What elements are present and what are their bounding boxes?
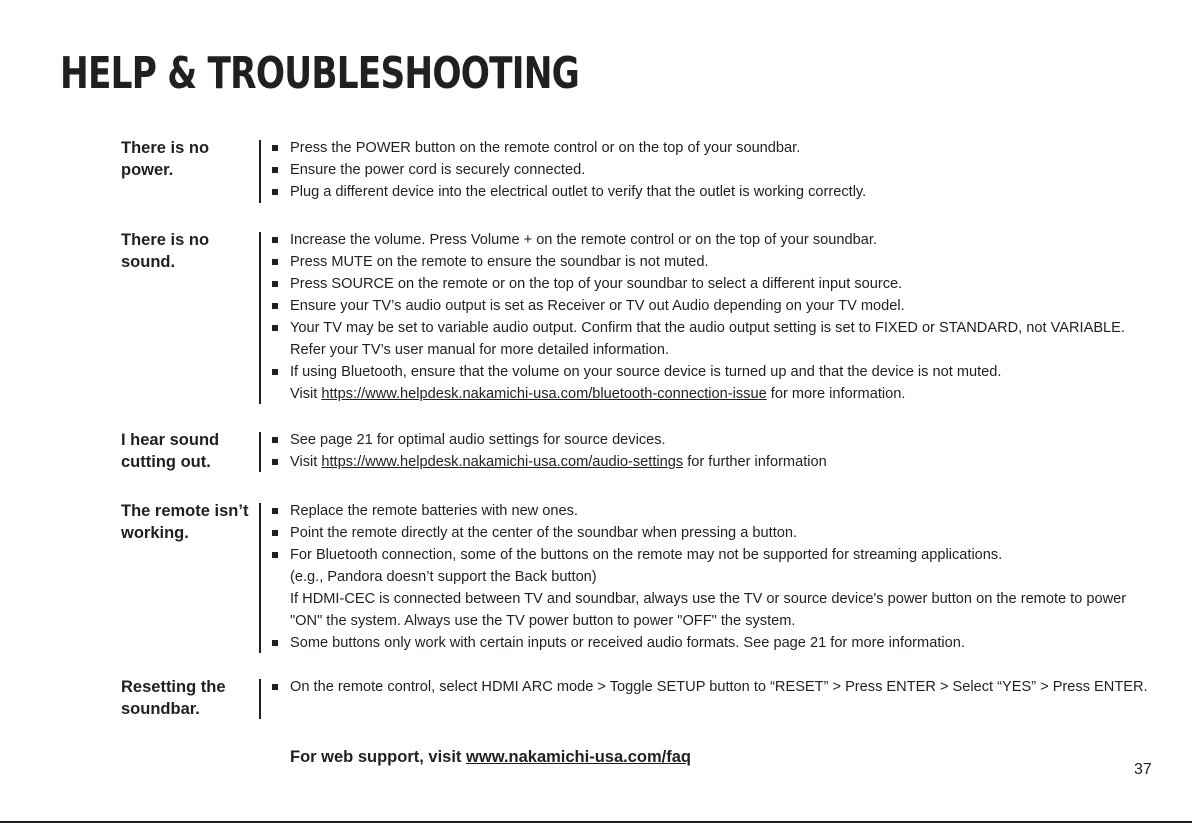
- steps-list: [272, 137, 1152, 203]
- issue-heading: The remote isn’t working.: [121, 502, 249, 542]
- faq-link[interactable]: www.nakamichi-usa.com/faq: [466, 748, 691, 766]
- step-text: Ensure the power cord is securely connected.: [290, 162, 586, 178]
- section-divider: [259, 232, 261, 404]
- list-item: [272, 295, 1152, 317]
- list-item: [272, 229, 1152, 251]
- step-text: For Bluetooth connection, some of the buttons on the remote may not be supported for streaming applications.: [290, 547, 1003, 563]
- list-item: [272, 522, 1152, 544]
- steps-list: [272, 429, 1152, 473]
- square-bullet-icon: [272, 530, 278, 536]
- square-bullet-icon: [272, 281, 278, 287]
- section-divider: [259, 432, 261, 472]
- square-bullet-icon: [272, 189, 278, 195]
- square-bullet-icon: [272, 325, 278, 331]
- steps-list: [272, 676, 1152, 698]
- square-bullet-icon: [272, 684, 278, 690]
- link-prefix: Visit: [290, 386, 318, 402]
- step-text: Plug a different device into the electrical outlet to verify that the outlet is working correctly.: [290, 184, 867, 200]
- step-text: Point the remote directly at the center of the soundbar when pressing a button.: [290, 525, 798, 541]
- bluetooth-help-link[interactable]: https://www.helpdesk.nakamichi-usa.com/bluetooth-connection-issue: [321, 386, 767, 402]
- square-bullet-icon: [272, 508, 278, 514]
- section-divider: [259, 679, 261, 719]
- page-number: 37: [1134, 761, 1152, 778]
- step-text: Increase the volume. Press Volume + on the remote control or on the top of your soundbar.: [290, 232, 877, 248]
- list-item: [272, 429, 1152, 451]
- step-text: Press SOURCE on the remote or on the top of your soundbar to select a different input source.: [290, 276, 903, 292]
- square-bullet-icon: [272, 259, 278, 265]
- step-text: Ensure your TV’s audio output is set as Receiver or TV out Audio depending on your TV model.: [290, 298, 905, 314]
- step-note: (e.g., Pandora doesn’t support the Back button): [290, 569, 597, 585]
- step-link-line: [290, 451, 1152, 473]
- issue-heading: There is no power.: [121, 139, 210, 179]
- list-item: [272, 181, 1152, 203]
- step-text: Replace the remote batteries with new ones.: [290, 503, 578, 519]
- list-item: [272, 273, 1152, 295]
- issue-heading: I hear sound cutting out.: [121, 431, 220, 471]
- list-item: [272, 251, 1152, 273]
- web-support-line: [290, 746, 691, 768]
- square-bullet-icon: [272, 237, 278, 243]
- link-prefix: Visit: [290, 454, 318, 470]
- step-link-line: [290, 383, 1152, 405]
- square-bullet-icon: [272, 640, 278, 646]
- link-suffix: for further information: [687, 454, 827, 470]
- list-item: [272, 632, 1152, 654]
- section-divider: [259, 140, 261, 203]
- issue-heading: Resetting the soundbar.: [121, 678, 226, 718]
- steps-list: [272, 229, 1152, 405]
- square-bullet-icon: [272, 167, 278, 173]
- list-item: [272, 544, 1152, 632]
- step-text: Your TV may be set to variable audio output. Confirm that the audio output setting is set to FIXED or STANDARD, not VARIABLE. Refer your TV’s user manual for more detailed information.: [290, 320, 1125, 358]
- page-title: HELP & TROUBLESHOOTING: [60, 48, 580, 99]
- step-text: Some buttons only work with certain inputs or received audio formats. See page 21 for more information.: [290, 635, 965, 651]
- list-item: [272, 361, 1152, 405]
- step-text: On the remote control, select HDMI ARC mode > Toggle SETUP button to “RESET” > Press ENTER > Select “YES” > Press ENTER.: [290, 679, 1148, 695]
- list-item: [272, 159, 1152, 181]
- step-text: Press the POWER button on the remote control or on the top of your soundbar.: [290, 140, 801, 156]
- list-item: [272, 451, 1152, 473]
- list-item: [272, 137, 1152, 159]
- step-text: If using Bluetooth, ensure that the volume on your source device is turned up and that the device is not muted.: [290, 364, 1002, 380]
- step-note: If HDMI-CEC is connected between TV and soundbar, always use the TV or source device's power button on the remote to power "ON" the system. Always use the TV power button to power "OFF" the system.: [290, 591, 1127, 629]
- list-item: [272, 317, 1152, 361]
- web-support-text: For web support, visit: [290, 748, 462, 766]
- step-text: See page 21 for optimal audio settings for source devices.: [290, 432, 666, 448]
- square-bullet-icon: [272, 303, 278, 309]
- list-item: [272, 500, 1152, 522]
- link-suffix: for more information.: [770, 386, 906, 402]
- steps-list: [272, 500, 1152, 654]
- section-divider: [259, 503, 261, 653]
- audio-settings-link[interactable]: https://www.helpdesk.nakamichi-usa.com/audio-settings: [321, 454, 684, 470]
- square-bullet-icon: [272, 145, 278, 151]
- step-text: Press MUTE on the remote to ensure the soundbar is not muted.: [290, 254, 709, 270]
- square-bullet-icon: [272, 459, 278, 465]
- issue-heading: There is no sound.: [121, 231, 210, 271]
- square-bullet-icon: [272, 437, 278, 443]
- list-item: [272, 676, 1152, 698]
- square-bullet-icon: [272, 369, 278, 375]
- square-bullet-icon: [272, 552, 278, 558]
